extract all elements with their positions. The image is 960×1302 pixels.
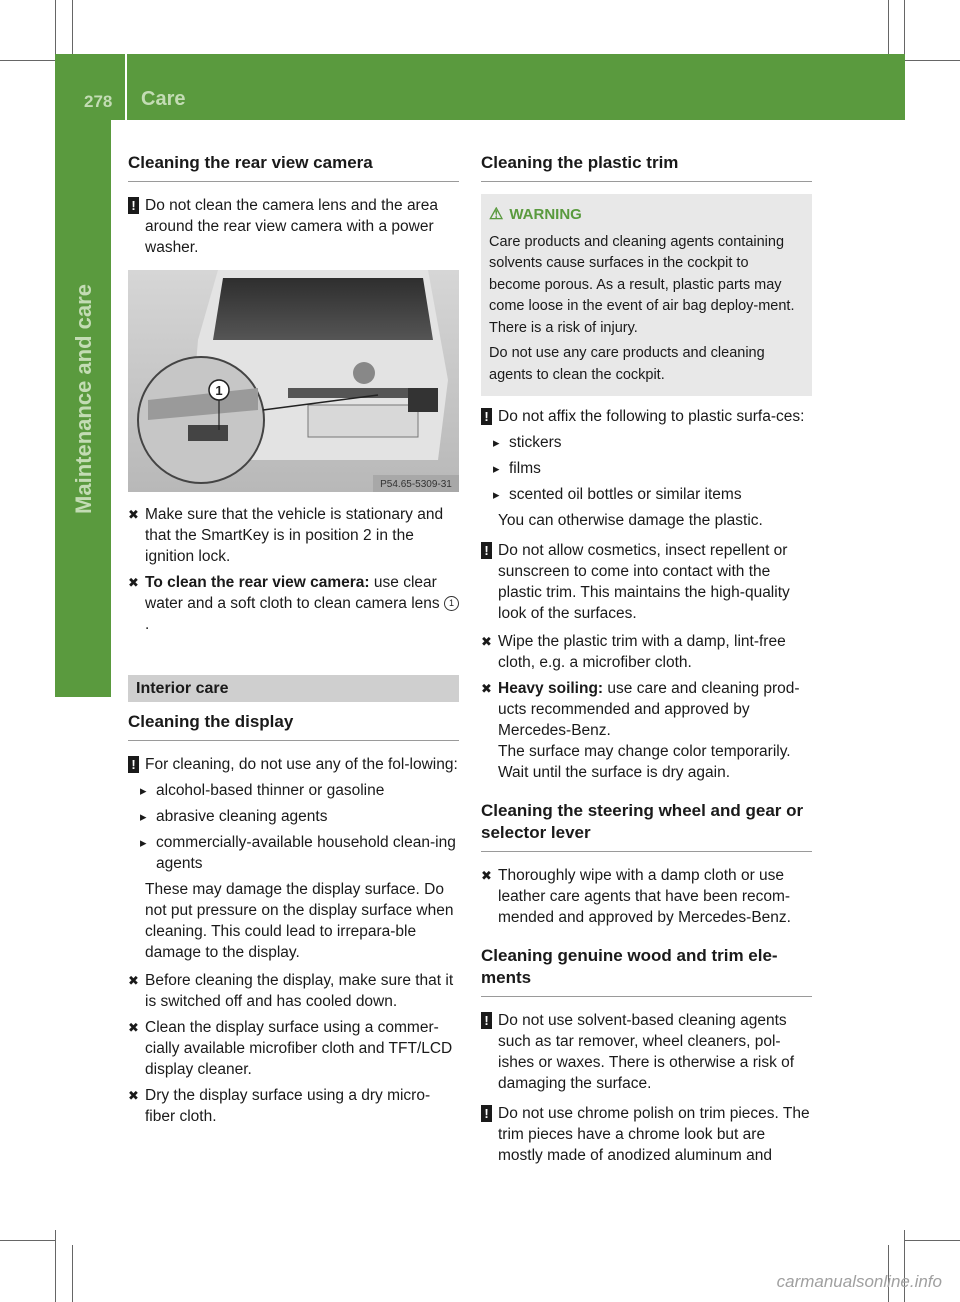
rear-view-camera-illustration: [128, 270, 459, 492]
list-item: ▸ abrasive cleaning agents: [128, 806, 459, 827]
section-heading: Cleaning the steering wheel and gear or selector lever: [481, 800, 812, 852]
exclamation-icon: !: [481, 408, 492, 425]
bullet-text: scented oil bottles or similar items: [509, 486, 742, 503]
header-divider: [125, 54, 127, 120]
crop-mark: [905, 1240, 960, 1241]
crop-mark: [55, 1230, 56, 1302]
caution-note: [481, 1103, 812, 1166]
section-heading: Cleaning genuine wood and trim ele-ments: [481, 945, 812, 997]
section-heading: Cleaning the display: [128, 711, 459, 741]
right-column: [481, 152, 812, 1166]
page-title: Care: [141, 88, 186, 110]
instruction-step: [128, 1017, 459, 1080]
list-item: ▸ alcohol-based thinner or gasoline: [128, 780, 459, 801]
instruction-step: [481, 865, 812, 928]
crop-mark: [72, 1245, 73, 1302]
warning-triangle-icon: ⚠: [489, 206, 504, 223]
note-text: Do not use solvent-based cleaning agents such as tar remover, wheel cleaners, pol-ishes or waxes. There is otherwise a risk of damaging the surface.: [498, 1012, 795, 1092]
instruction-step: [128, 572, 459, 635]
arrow-icon: ✖: [128, 1020, 139, 1035]
caution-note: [481, 406, 812, 427]
callout-number: 1: [215, 383, 223, 398]
instruction-step: [128, 970, 459, 1012]
exclamation-icon: !: [481, 1012, 492, 1029]
arrow-icon: ✖: [128, 1088, 139, 1103]
step-text: Dry the display surface using a dry micro-fiber cloth.: [145, 1087, 431, 1125]
instruction-step: [128, 504, 459, 567]
exclamation-icon: !: [128, 756, 139, 773]
list-item: ▸ scented oil bottles or similar items: [481, 484, 812, 505]
warning-text: Do not use any care products and cleaning agents to clean the cockpit.: [489, 345, 765, 383]
instruction-step: [481, 631, 812, 673]
arrow-icon: ✖: [481, 634, 492, 649]
watermark: carmanualsonline.info: [776, 1272, 942, 1291]
note-continuation: These may damage the display surface. Do not put pressure on the display surface when cleaning. This could lead to irrepara-ble damage to the display.: [145, 881, 454, 961]
step-text: Thoroughly wipe with a damp cloth or use leather care agents that have been recom-mended and approved by Mercedes-Benz.: [498, 867, 791, 926]
caution-note: [481, 540, 812, 624]
bullet-text: stickers: [509, 434, 562, 451]
note-text: Do not affix the following to plastic surfa-ces:: [498, 408, 805, 425]
step-extra: The surface may change color temporarily. Wait until the surface is dry again.: [498, 743, 791, 781]
section-heading: Cleaning the plastic trim: [481, 152, 812, 182]
bullet-text: films: [509, 460, 541, 477]
section-heading: Cleaning the rear view camera: [128, 152, 459, 182]
step-text: use clear water and a soft cloth to clean camera lens: [145, 574, 440, 612]
crop-mark: [888, 0, 889, 54]
bullet-text: abrasive cleaning agents: [156, 808, 328, 825]
caution-note: [128, 195, 459, 258]
crop-mark: [55, 0, 56, 54]
interior-care-bar: Interior care: [128, 675, 459, 702]
step-bold: Heavy soiling:: [498, 680, 604, 697]
bullet-text: alcohol-based thinner or gasoline: [156, 782, 385, 799]
exclamation-icon: !: [481, 1105, 492, 1122]
arrow-icon: ✖: [128, 973, 139, 988]
crop-mark: [72, 0, 73, 54]
exclamation-icon: !: [128, 197, 139, 214]
callout-1-icon: 1: [444, 596, 459, 611]
crop-mark: [0, 60, 55, 61]
instruction-step: [128, 1085, 459, 1127]
step-text: Before cleaning the display, make sure that it is switched off and has cooled down.: [145, 972, 454, 1010]
warning-text: Care products and cleaning agents containing solvents cause surfaces in the cockpit to become porous. As a result, plastic parts may come loose in the event of air bag deploy-ment. There is a risk of injury.: [489, 233, 795, 336]
list-item: ▸ films: [481, 458, 812, 479]
step-text: Wipe the plastic trim with a damp, lint-free cloth, e.g. a microfiber cloth.: [498, 633, 786, 671]
crop-mark: [0, 1240, 55, 1241]
exclamation-icon: !: [481, 542, 492, 559]
image-code: P54.65-5309-31: [380, 479, 452, 490]
step-text: Make sure that the vehicle is stationary and that the SmartKey is in position 2 in the ignition lock.: [145, 506, 444, 565]
caution-note: [128, 754, 459, 775]
bullet-text: commercially-available household clean-ing agents: [156, 834, 456, 872]
caution-note: [481, 1010, 812, 1094]
arrow-icon: ✖: [128, 575, 139, 590]
arrow-icon: ✖: [128, 507, 139, 522]
instruction-step: [481, 678, 812, 783]
warning-box: [481, 194, 812, 396]
step-text: use care and cleaning prod-ucts recommended and approved by Mercedes-Benz.: [498, 680, 800, 739]
note-text: Do not use chrome polish on trim pieces. The trim pieces have a chrome look but are mostly made of anodized aluminum and: [498, 1105, 810, 1164]
note-text: Do not clean the camera lens and the area around the rear view camera with a power washer.: [145, 197, 438, 256]
arrow-icon: ✖: [481, 868, 492, 883]
camera-figure: [128, 270, 459, 492]
side-tab-label: Maintenance and care: [71, 284, 96, 514]
warning-label: WARNING: [509, 206, 582, 223]
step-text: Clean the display surface using a commer-cially available microfiber cloth and TFT/LCD display cleaner.: [145, 1019, 453, 1078]
list-item: ▸ commercially-available household clean-ing agents: [128, 832, 459, 874]
step-end: .: [145, 616, 150, 633]
step-bold: To clean the rear view camera:: [145, 574, 370, 591]
left-column: [128, 152, 459, 1127]
note-text: For cleaning, do not use any of the fol-lowing:: [145, 756, 458, 773]
note-text: Do not allow cosmetics, insect repellent or sunscreen to come into contact with the plastic trim. This maintains the high-quality look of the surfaces.: [498, 542, 790, 622]
crop-mark: [904, 0, 905, 54]
warning-header: [489, 204, 804, 226]
arrow-icon: ✖: [481, 681, 492, 696]
note-continuation: You can otherwise damage the plastic.: [498, 512, 763, 529]
list-item: ▸ stickers: [481, 432, 812, 453]
page-number: 278: [84, 92, 113, 111]
crop-mark: [905, 60, 960, 61]
